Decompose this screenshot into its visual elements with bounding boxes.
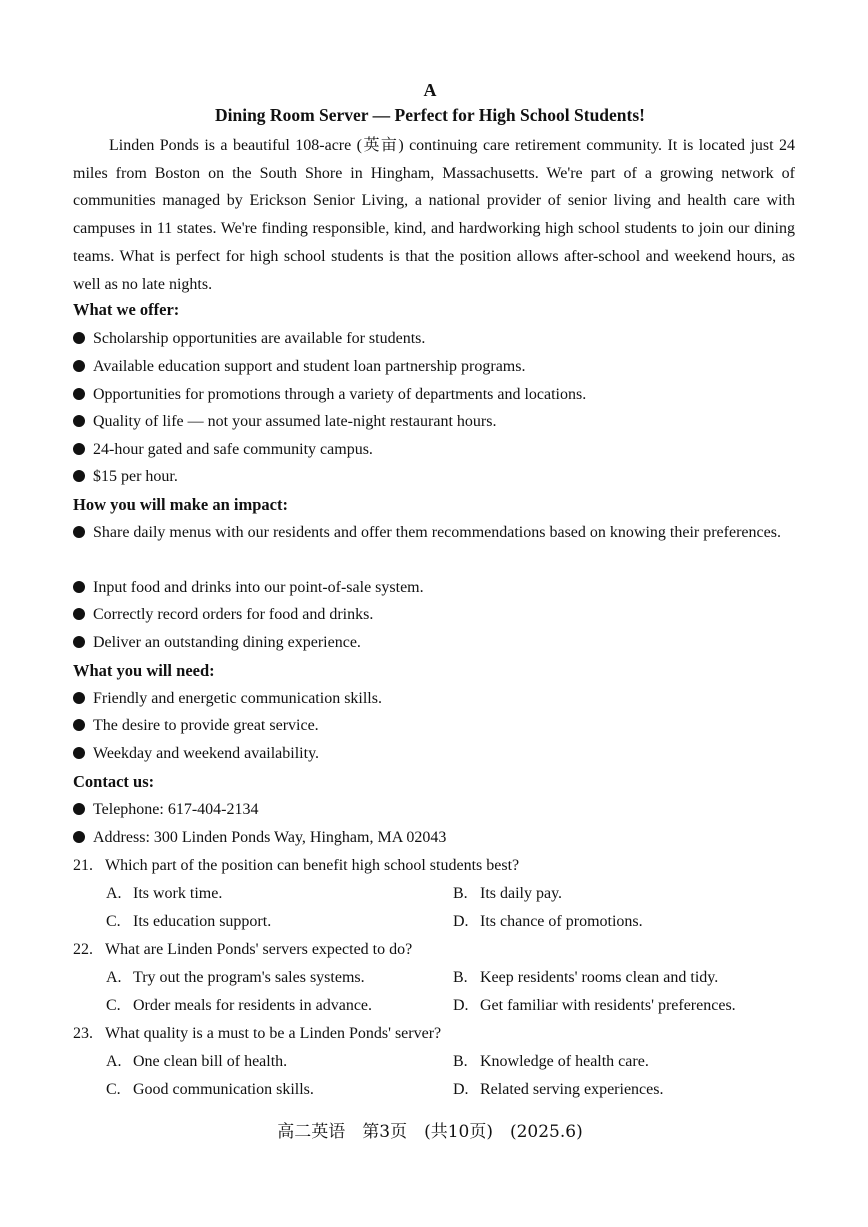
- option-d: D. Its chance of promotions.: [453, 913, 643, 930]
- option-a: A. Try out the program's sales systems.: [106, 969, 365, 986]
- bullet-dot-icon: [73, 803, 85, 815]
- option-c: C. Good communication skills.: [106, 1081, 314, 1098]
- impact-item: Correctly record orders for food and drinks.: [73, 601, 795, 629]
- bullet-dot-icon: [73, 526, 85, 538]
- section-letter: A: [423, 80, 437, 100]
- contact-heading: Contact us:: [73, 772, 155, 791]
- passage-title: Dining Room Server — Perfect for High School Students!: [214, 105, 645, 125]
- option-a: A. One clean bill of health.: [106, 1053, 288, 1070]
- offer-item: Available education support and student loan partnership programs.: [73, 353, 795, 381]
- bullet-dot-icon: [73, 581, 85, 593]
- need-item: The desire to provide great service.: [73, 712, 795, 740]
- question-22: 22. What are Linden Ponds' servers expected to do?: [73, 941, 413, 958]
- bullet-dot-icon: [73, 608, 85, 620]
- offer-item: Scholarship opportunities are available for students.: [73, 325, 795, 353]
- bullet-dot-icon: [73, 360, 85, 372]
- impact-item: Deliver an outstanding dining experience.: [73, 629, 795, 657]
- impact-item: Share daily menus with our residents and offer them recommendations based on knowing their preferences.: [73, 519, 795, 547]
- impact-item: Input food and drinks into our point-of-sale system.: [73, 574, 795, 602]
- option-b: B. Its daily pay.: [453, 885, 563, 902]
- option-b: B. Keep residents' rooms clean and tidy.: [453, 969, 719, 986]
- bullet-dot-icon: [73, 388, 85, 400]
- bullet-dot-icon: [73, 332, 85, 344]
- option-c: C. Its education support.: [106, 913, 272, 930]
- offer-item: Quality of life — not your assumed late-night restaurant hours.: [73, 408, 795, 436]
- offer-heading: What we offer:: [73, 300, 180, 319]
- bullet-dot-icon: [73, 636, 85, 648]
- question-23: 23. What quality is a must to be a Linden Ponds' server?: [73, 1025, 442, 1042]
- bullet-dot-icon: [73, 719, 85, 731]
- contact-item: Address: 300 Linden Ponds Way, Hingham, MA 02043: [73, 824, 795, 852]
- bullet-dot-icon: [73, 415, 85, 427]
- bullet-dot-icon: [73, 747, 85, 759]
- contact-item: Telephone: 617-404-2134: [73, 796, 795, 824]
- need-item: Friendly and energetic communication skills.: [73, 685, 795, 713]
- option-b: B. Knowledge of health care.: [453, 1053, 649, 1070]
- intro-paragraph: Linden Ponds is a beautiful 108-acre (英亩) continuing care retirement community. It is located just 24 miles from Boston on the South Shore in Hingham, Massachusetts. We're part of a growing network of communities managed by Erickson Senior Living, a national provider of senior living and health care with campuses in 11 states. We're finding responsible, kind, and hardworking high school students to join our dining teams. What is perfect for high school students is that the position allows after-school and weekend hours, as well as no late nights.: [73, 137, 795, 293]
- question-21: 21. Which part of the position can benefit high school students best?: [73, 857, 520, 874]
- option-d: D. Get familiar with residents' preferences.: [453, 997, 736, 1014]
- offer-item: Opportunities for promotions through a variety of departments and locations.: [73, 381, 795, 409]
- page-footer: 高二英语 第3页 (共10页) (2025.6): [277, 1122, 583, 1142]
- need-heading: What you will need:: [73, 661, 215, 680]
- bullet-dot-icon: [73, 831, 85, 843]
- impact-heading: How you will make an impact:: [73, 495, 288, 514]
- bullet-dot-icon: [73, 443, 85, 455]
- bullet-dot-icon: [73, 692, 85, 704]
- need-item: Weekday and weekend availability.: [73, 740, 795, 768]
- bullet-dot-icon: [73, 470, 85, 482]
- option-c: C. Order meals for residents in advance.: [106, 997, 373, 1014]
- option-d: D. Related serving experiences.: [453, 1081, 664, 1098]
- offer-item: $15 per hour.: [73, 463, 795, 491]
- option-a: A. Its work time.: [106, 885, 223, 902]
- offer-item: 24-hour gated and safe community campus.: [73, 436, 795, 464]
